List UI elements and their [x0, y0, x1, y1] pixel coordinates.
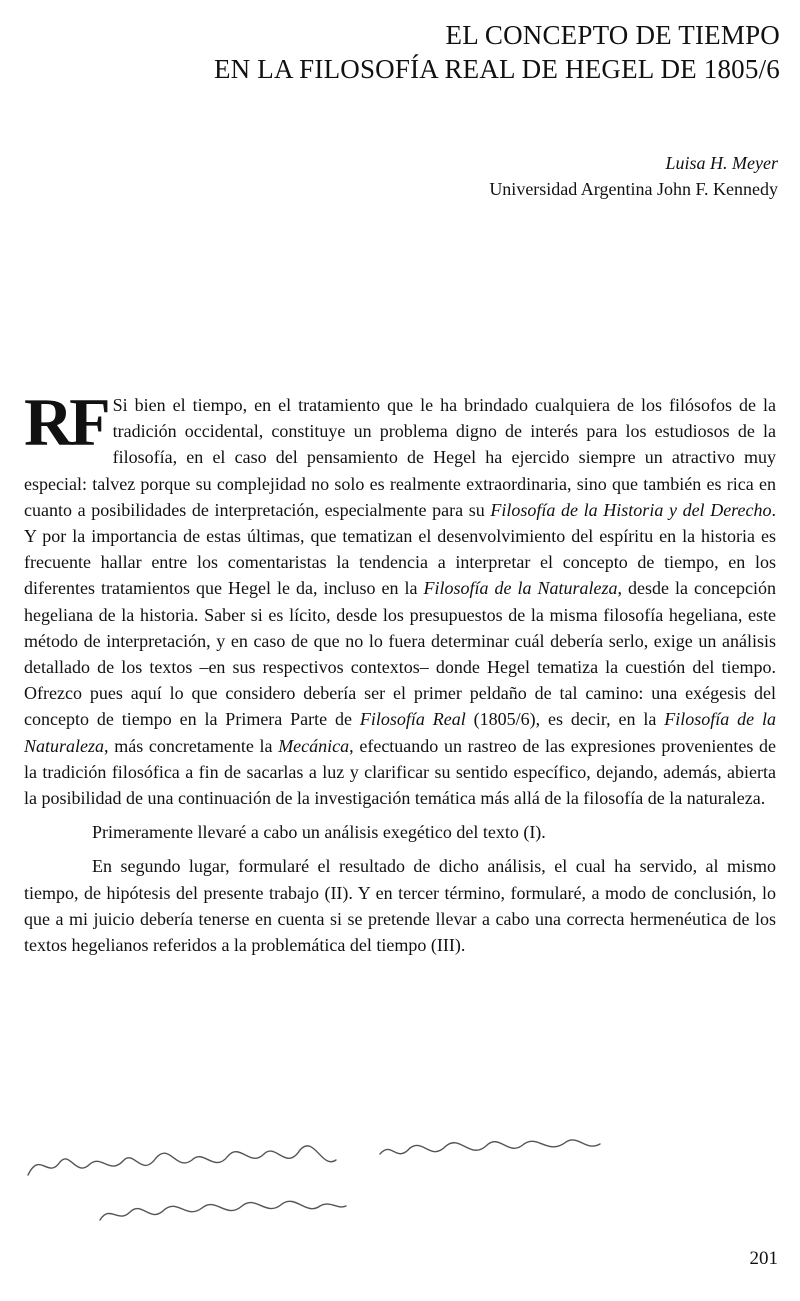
article-body: [24, 384, 777, 958]
drop-cap-ornament: RF: [24, 384, 107, 460]
paragraph-3: En segundo lugar, formularé el resultado de dicho análisis, el cual ha servido, al mismo tiempo, de hipótesis del presente trabajo (II). Y en tercer término, formularé, a modo de conclusión, lo que a mi juicio debería tenerse en cuenta si se pretende llevar a cabo una correcta hermenéutica de los textos hegelianos referidos a la problemática del tiempo (III).: [24, 856, 776, 956]
article-title: [214, 18, 780, 86]
title-line-1: EL CONCEPTO DE TIEMPO: [445, 20, 780, 50]
author-affiliation: Universidad Argentina John F. Kennedy: [489, 179, 778, 199]
author-block: [489, 150, 778, 202]
handwriting-stroke-2: [380, 1140, 600, 1154]
title-line-2: EN LA FILOSOFÍA REAL DE HEGEL DE 1805/6: [213, 54, 780, 84]
handwritten-note: [0, 1120, 800, 1240]
page-number: 201: [749, 1248, 778, 1269]
paragraph-2: Primeramente llevaré a cabo un análisis exegético del texto (I).: [92, 822, 546, 843]
paragraph-1: RF Si bien el tiempo, en el tratamiento que le ha brindado cualquiera de los filósofos de la tradición occidental, constituye un problema digno de interés para los estudiosos de la filosofía, en el caso del pensamiento de Hegel ha ejercido siempre un atractivo muy especial: talvez porque su complejidad no solo es realmente extraordinaria, sino que también es rica en cuanto a posibilidades de interpretación, especialmente para su Filosofía de la Historia y del Derecho. Y por la importancia de estas últimas, que tematizan el desenvolvimiento del espíritu en la historia es frecuente hallar entre los comentaristas la tendencia a interpretar el concepto de tiempo, en los diferentes tratamientos que Hegel le da, incluso en la Filosofía de la Naturaleza, desde la concepción hegeliana de la historia. Saber si es lícito, desde los presupuestos de la misma filosofía hegeliana, este método de interpretación, y en caso de que no lo fuera determinar cuál debería serlo, exige un análisis detallado de los textos –en sus respectivos contextos– donde Hegel tematiza la cuestión del tiempo. Ofrezco pues aquí lo que considero debería ser el primer peldaño de tal camino: una exégesis del concepto de tiempo en la Primera Parte de Filosofía Real (1805/6), es decir, en la Filosofía de la Naturaleza, más concretamente la Mecánica, efectuando un rastreo de las expresiones provenientes de la tradición filosófica a fin de sacarlas a luz y clarificar su sentido específico, dejando, además, abierta la posibilidad de una continuación de la investigación temática más allá de la filosofía de la naturaleza.: [24, 384, 777, 809]
author-name: Luisa H. Meyer: [665, 153, 778, 173]
